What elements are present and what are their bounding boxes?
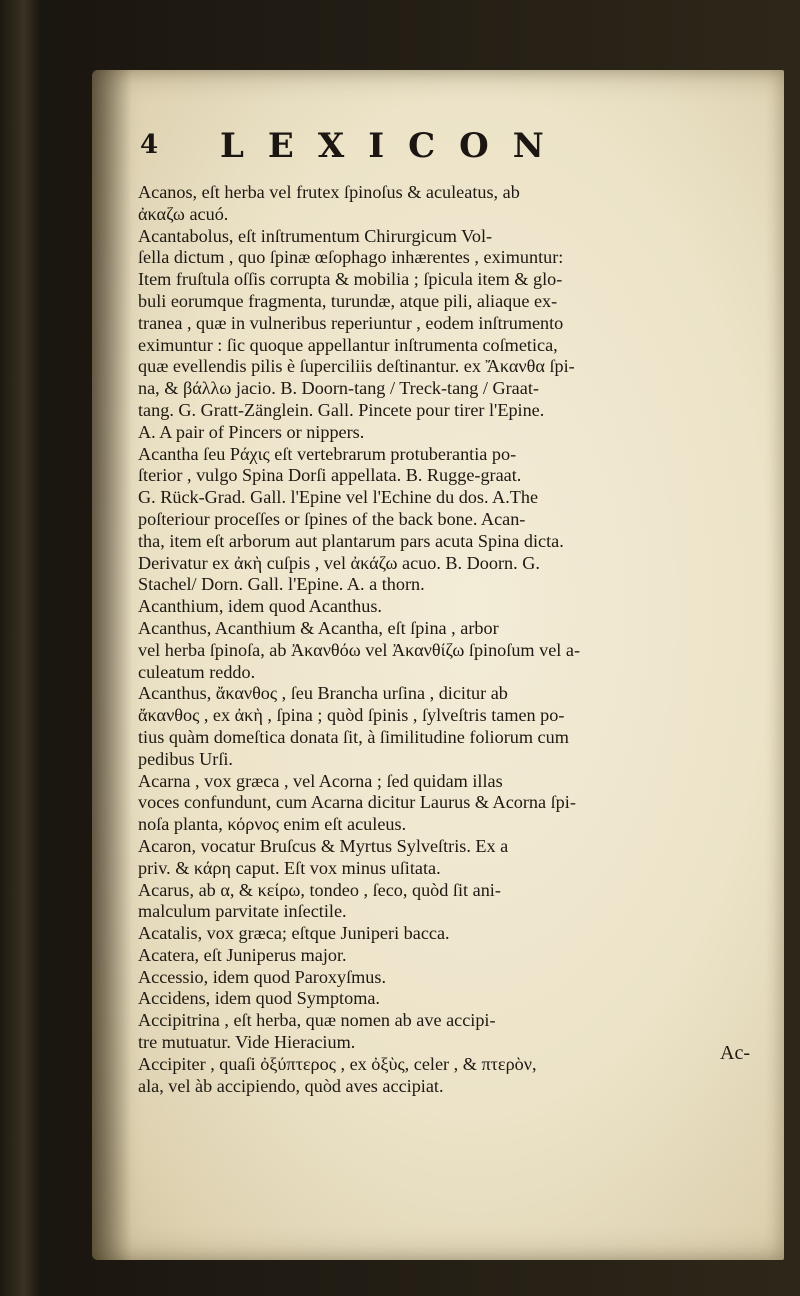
- text-line: Accessio, idem quod Paroxyſmus.: [138, 966, 387, 987]
- text-line: quæ evellendis pilis è ſuperciliis deſtinantur. ex Ἄκανθα ſpi-: [138, 356, 575, 377]
- text-line: tranea , quæ in vulneribus reperiuntur , eodem inſtrumento: [138, 312, 564, 333]
- text-line: Acaron, vocatur Bruſcus & Myrtus Sylveſtris. Ex a: [138, 835, 509, 856]
- text-line: Acantha ſeu Ράχις eſt vertebrarum protuberantia po-: [138, 443, 517, 464]
- page-header: [140, 126, 760, 170]
- text-line: priv. & κάρη caput. Eſt vox minus uſitata.: [138, 857, 441, 878]
- text-line: buli eorumque fragmenta, turundæ, atque pili, aliaque ex-: [138, 290, 558, 311]
- text-line: Acarna , vox græca , vel Acorna ; ſed quidam illas: [138, 770, 503, 791]
- text-line: na, & βάλλω jacio. B. Doorn-tang / Treck-tang / Graat-: [138, 378, 539, 399]
- text-line: culeatum reddo.: [138, 661, 256, 682]
- text-line: A. A pair of Pincers or nippers.: [138, 421, 365, 442]
- text-line: Acanos, eſt herba vel frutex ſpinoſus & aculeatus, ab: [138, 182, 520, 202]
- text-line: Acatera, eſt Juniperus major.: [138, 944, 347, 965]
- text-line: tre mutuatur. Vide Hieracium.: [138, 1032, 356, 1053]
- text-line: noſa planta, κόρνος enim eſt aculeus.: [138, 814, 407, 835]
- text-line: poſteriour proceſſes or ſpines of the back bone. Acan-: [138, 508, 526, 529]
- text-line: Accipitrina , eſt herba, quæ nomen ab ave accipi-: [138, 1010, 496, 1031]
- text-line: voces confundunt, cum Acarna dicitur Laurus & Acorna ſpi-: [138, 792, 576, 813]
- text-line: Acanthus, ἄκανθος , ſeu Brancha urſina , dicitur ab: [138, 683, 508, 704]
- text-line: Accipiter , quaſi ὀξύπτερος , ex ὀξὺς, celer , & πτερὸν,: [138, 1053, 537, 1074]
- text-line: ἄκανθος , ex ἀκὴ , ſpina ; quòd ſpinis , ſylveſtris tamen po-: [138, 705, 565, 726]
- text-line: ἀκαζω acuó.: [138, 203, 229, 224]
- text-line: vel herba ſpinoſa, ab Ἀκανθόω vel Ἀκανθίζω ſpinoſum vel a-: [138, 639, 581, 660]
- text-line: tha, item eſt arborum aut plantarum pars acuta Spina dicta.: [138, 530, 564, 551]
- text-line: Acatalis, vox græca; eſtque Juniperi bacca.: [138, 923, 450, 944]
- text-line: Stachel/ Dorn. Gall. l'Epine. A. a thorn.: [138, 574, 425, 595]
- text-line: Acantabolus, eſt inſtrumentum Chirurgicum Vol-: [138, 225, 493, 246]
- running-head: LEXICON: [220, 126, 568, 166]
- text-line: ſella dictum , quo ſpinæ œſophago inhærentes , eximuntur:: [138, 247, 564, 268]
- text-line: Derivatur ex ἀκὴ cuſpis , vel ἀκάζω acuo. B. Doorn. G.: [138, 552, 540, 573]
- text-line: Accidens, idem quod Symptoma.: [138, 988, 380, 1009]
- text-line: malculum parvitate inſectile.: [138, 901, 347, 922]
- catchword: Ac-: [720, 1042, 750, 1064]
- text-line: tang. G. Gratt-Zänglein. Gall. Pincete pour tirer l'Epine.: [138, 399, 545, 420]
- page-gutter-shadow: [92, 70, 132, 1260]
- dictionary-text: [138, 182, 766, 1097]
- text-line: G. Rück-Grad. Gall. l'Epine vel l'Echine du dos. A.The: [138, 487, 539, 508]
- text-line: Acanthium, idem quod Acanthus.: [138, 596, 382, 617]
- text-line: tius quàm domeſtica donata ſit, à ſimilitudine foliorum cum: [138, 726, 569, 747]
- text-line: pedibus Urſi.: [138, 748, 233, 769]
- text-line: ala, vel àb accipiendo, quòd aves accipiat.: [138, 1075, 444, 1096]
- text-line: Item fruſtula oſſis corrupta & mobilia ; ſpicula item & glo-: [138, 269, 563, 290]
- text-line: eximuntur : ſic quoque appellantur inſtrumenta coſmetica,: [138, 334, 558, 355]
- page-number: 4: [140, 130, 159, 160]
- text-line: ſterior , vulgo Spina Dorſi appellata. B. Rugge-graat.: [138, 465, 522, 486]
- text-line: Acanthus, Acanthium & Acantha, eſt ſpina , arbor: [138, 617, 499, 638]
- text-line: Acarus, ab α, & κείρω, tondeo , ſeco, quòd ſit ani-: [138, 879, 501, 900]
